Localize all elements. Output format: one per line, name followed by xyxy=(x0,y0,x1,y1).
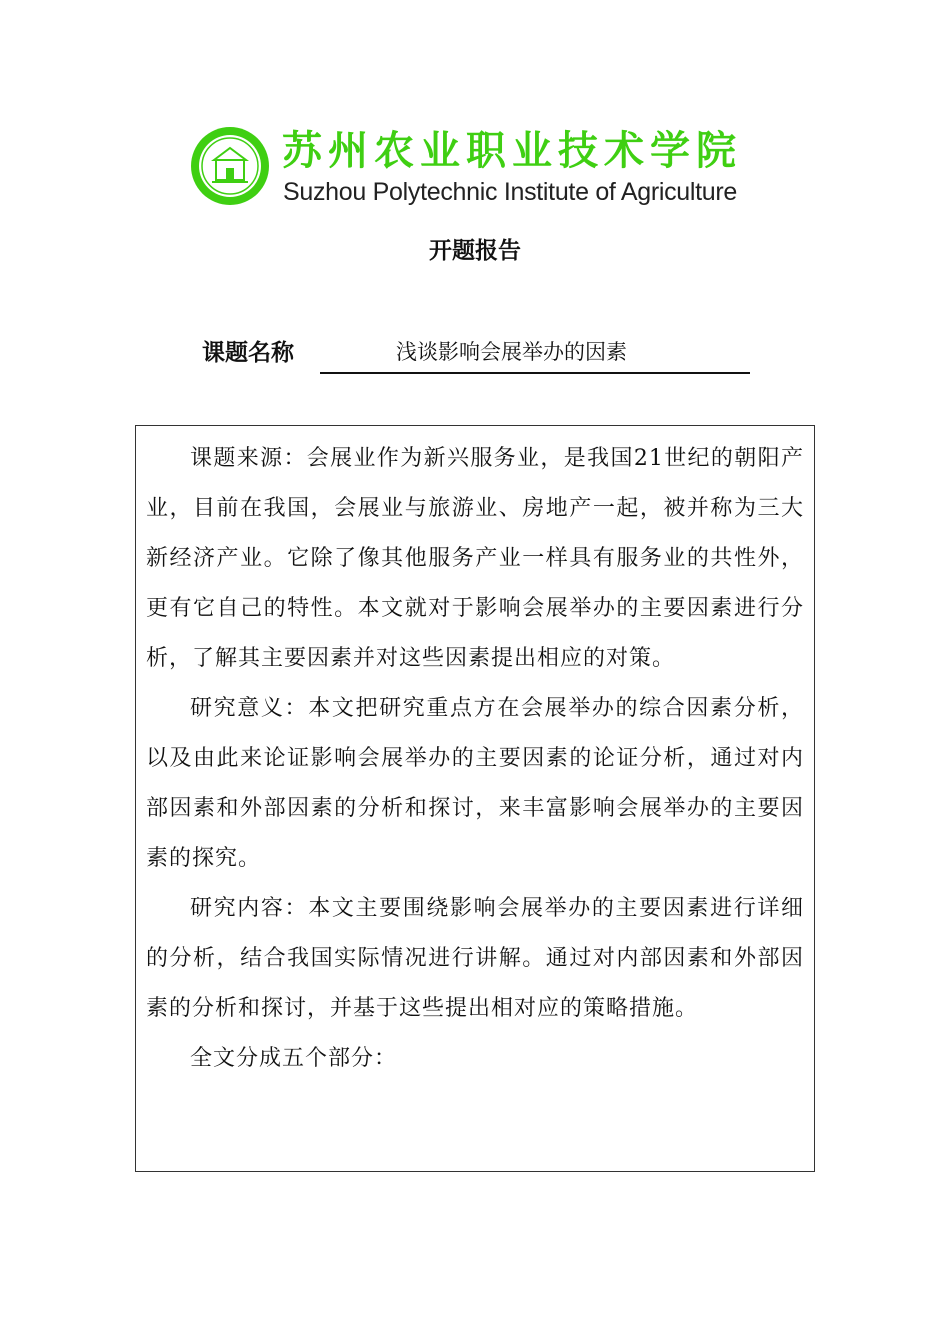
paragraph-source: 课题来源：会展业作为新兴服务业，是我国21世纪的朝阳产业，目前在我国，会展业与旅游业、房地产一起，被并称为三大新经济产业。它除了像其他服务产业一样具有服务业的共性外，更有它自己的特性。本文就对于影响会展举办的主要因素进行分析，了解其主要因素并对这些因素提出相应的对策。 xyxy=(146,446,804,671)
paragraph-significance: 研究意义：本文把研究重点方在会展举办的综合因素分析，以及由此来论证影响会展举办的主要因素的论证分析，通过对内部因素和外部因素的分析和探讨，来丰富影响会展举办的主要因素的探究。 xyxy=(146,696,804,871)
school-name-en: Suzhou Polytechnic Institute of Agriculture xyxy=(283,178,738,206)
school-name-cn: 苏州农业职业技术学院 xyxy=(282,127,742,174)
topic-value: 浅谈影响会展举办的因素 xyxy=(320,336,750,374)
content-box xyxy=(135,425,815,1172)
report-title: 开题报告 xyxy=(429,238,521,264)
school-emblem-icon xyxy=(190,126,270,206)
paragraph-structure: 全文分成五个部分： xyxy=(190,1046,398,1071)
topic-label: 课题名称 xyxy=(202,340,294,366)
paragraph-content: 研究内容：本文主要围绕影响会展举办的主要因素进行详细的分析，结合我国实际情况进行讲解。通过对内部因素和外部因素的分析和探讨，并基于这些提出相对应的策略措施。 xyxy=(146,896,804,1021)
school-logo xyxy=(190,124,770,214)
